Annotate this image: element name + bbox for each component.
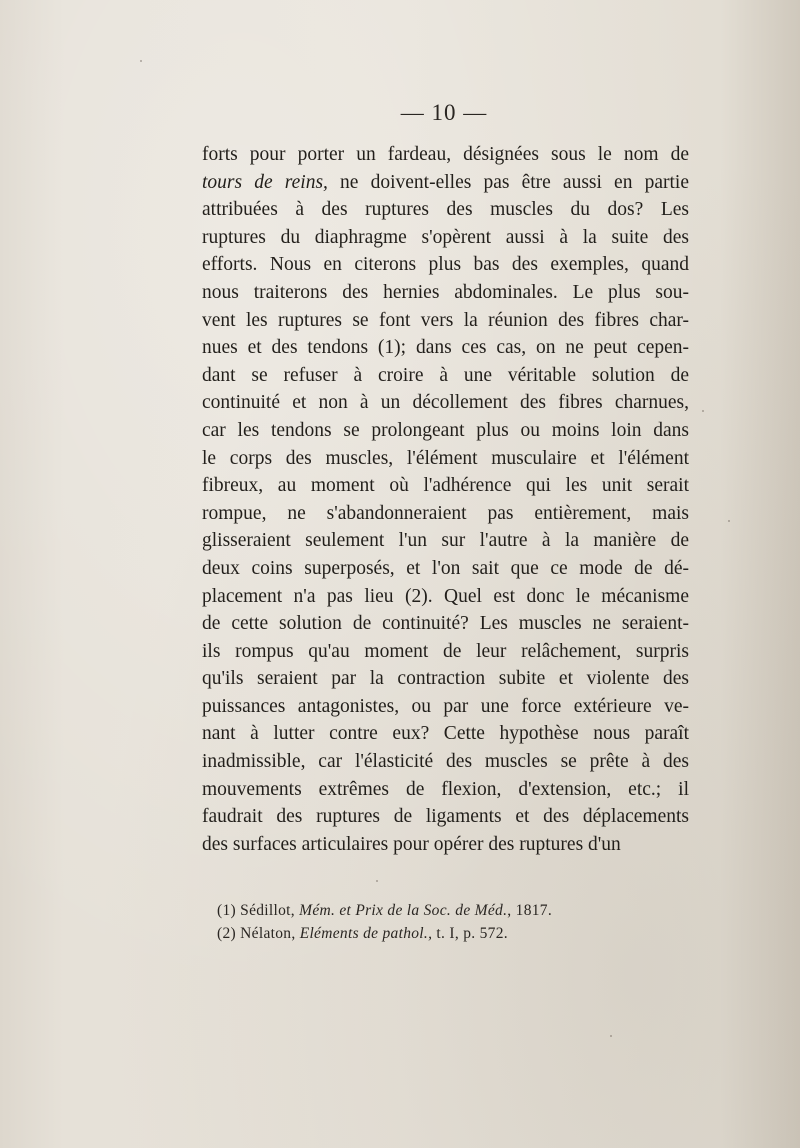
text-line: nous traiterons des hernies abdominales. Le plus sou- — [202, 281, 689, 303]
text-line: de cette solution de continuité? Les muscles ne seraient- — [202, 613, 689, 635]
text-line: des surfaces articulaires pour opérer des ruptures d'un — [202, 833, 621, 855]
text-line: car les tendons se prolongeant plus ou moins loin dans — [202, 419, 689, 441]
paper-speck — [610, 1035, 612, 1037]
text-line: mouvements extrêmes de flexion, d'extension, etc.; il — [202, 778, 689, 800]
text-line: fibreux, au moment où l'adhérence qui les unit serait — [202, 475, 689, 497]
text-line: faudrait des ruptures de ligaments et des déplacements — [202, 806, 689, 828]
text-line: glisseraient seulement l'un sur l'autre à la manière de — [202, 530, 689, 552]
footnote-title: Mém. et Prix de la Soc. de Méd. — [299, 902, 508, 919]
text-line: attribuées à des ruptures des muscles du dos? Les — [202, 199, 689, 221]
text-line: puissances antagonistes, ou par une force extérieure ve- — [202, 695, 689, 717]
italic-term: tours de reins, — [202, 171, 328, 193]
text-line: efforts. Nous en citerons plus bas des exemples, quand — [202, 254, 689, 276]
text-line: continuité et non à un décollement des fibres charnues, — [202, 392, 689, 414]
paper-speck — [702, 410, 704, 412]
text-line: nant à lutter contre eux? Cette hypothèse nous paraît — [202, 723, 689, 745]
text-line: ruptures du diaphragme s'opèrent aussi à la suite des — [202, 226, 689, 248]
page-number: — 10 — — [400, 100, 488, 125]
paper-speck — [376, 880, 378, 882]
footnotes — [217, 899, 697, 945]
footnote-1: (1) Sédillot, Mém. et Prix de la Soc. de Méd., 1817. — [217, 902, 553, 919]
text-line: rompue, ne s'abandonneraient pas entièrement, mais — [202, 502, 689, 524]
paper-speck — [728, 520, 730, 522]
text-line: placement n'a pas lieu (2). Quel est donc le mécanisme — [202, 585, 689, 607]
text-line: ils rompus qu'au moment de leur relâchement, surpris — [202, 640, 689, 662]
text-line: le corps des muscles, l'élément musculaire et l'élément — [202, 447, 689, 469]
footnote-2: (2) Nélaton, Eléments de pathol., t. I, p. 572. — [217, 925, 508, 942]
footnote-title: Eléments de pathol., — [299, 925, 433, 942]
footnote-marker: (1) — [217, 902, 236, 919]
text-line: nues et des tendons (1); dans ces cas, on ne peut cepen- — [202, 337, 689, 359]
text-line: dant se refuser à croire à une véritable solution de — [202, 364, 689, 386]
text-line: tours de reins, ne doivent-elles pas être aussi en partie — [202, 171, 689, 193]
paper-speck — [140, 60, 142, 62]
text-line: vent les ruptures se font vers la réunion des fibres char- — [202, 309, 689, 331]
text-line: deux coins superposés, et l'on sait que ce mode de dé- — [202, 557, 689, 579]
text-line: forts pour porter un fardeau, désignées sous le nom de — [202, 144, 689, 165]
text-line: inadmissible, car l'élasticité des muscles se prête à des — [202, 751, 689, 773]
footnote-marker: (2) — [217, 925, 236, 942]
text-line: qu'ils seraient par la contraction subite et violente des — [202, 668, 689, 690]
body-text — [202, 141, 689, 858]
